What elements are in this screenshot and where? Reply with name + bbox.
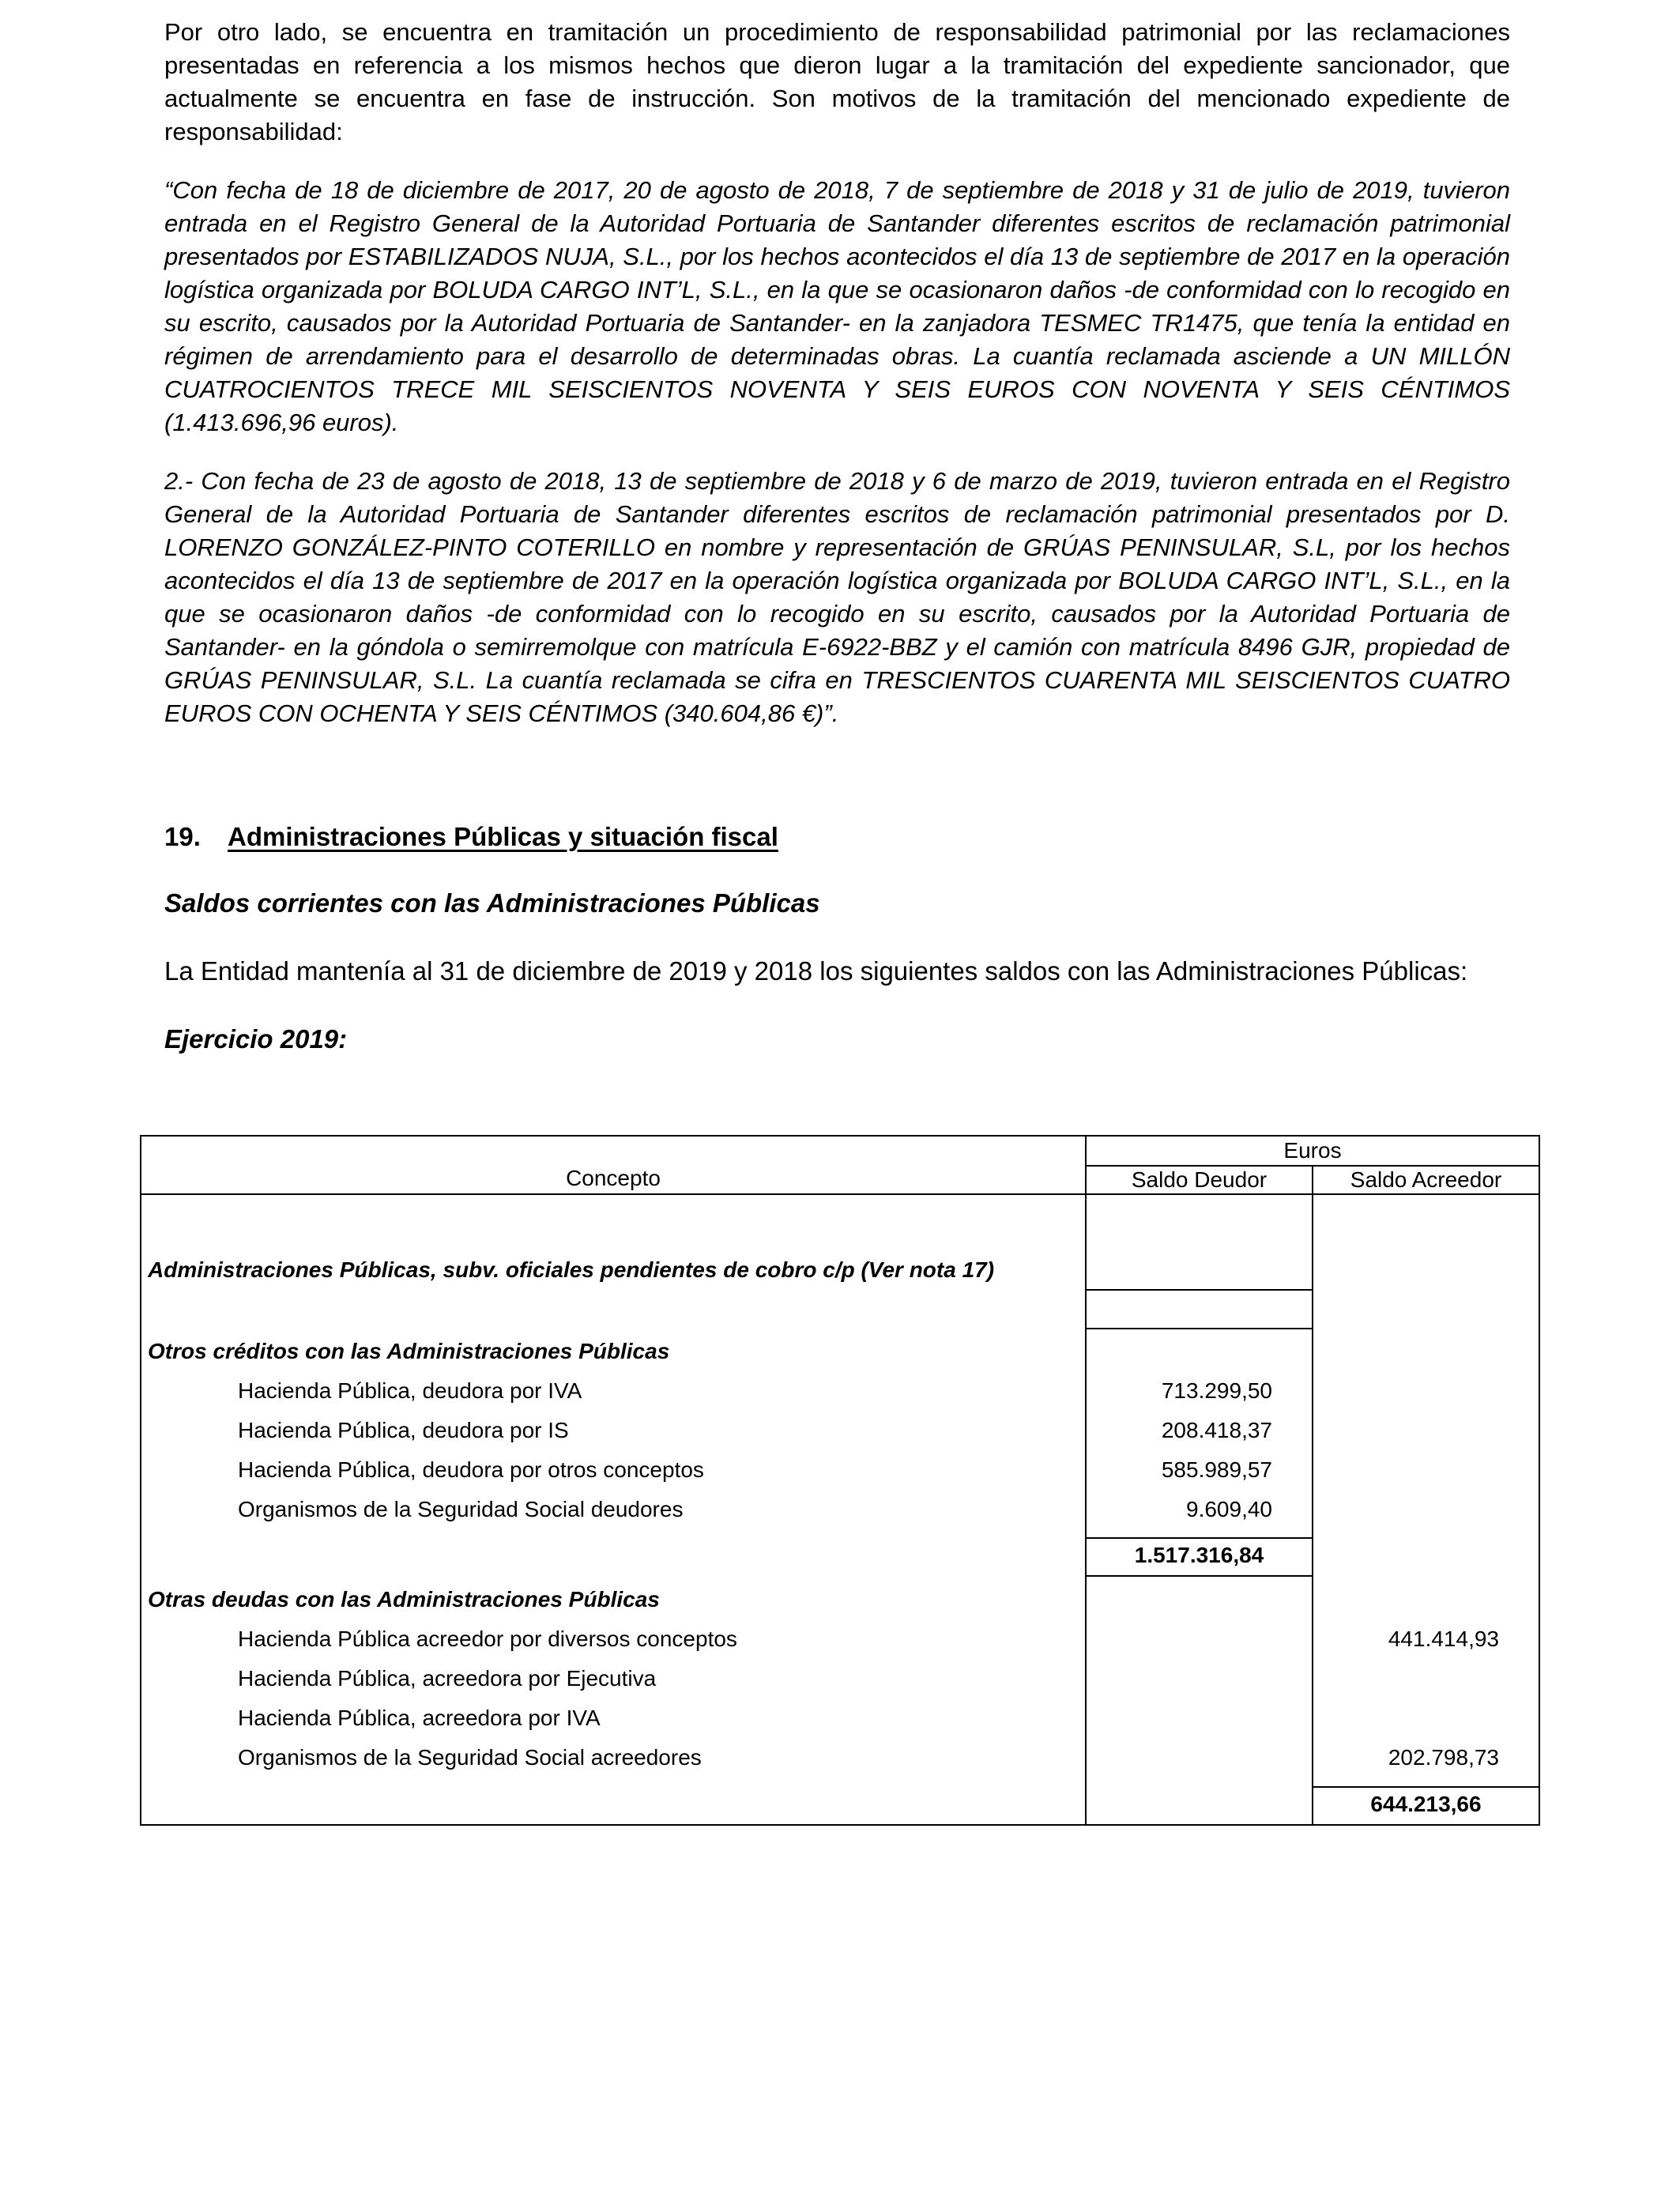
deudas-heading: Otras deudas con las Administraciones Públicas — [148, 1587, 660, 1612]
creditos-heading: Otros créditos con las Administraciones Públicas — [148, 1339, 670, 1363]
table-row-deudor: 9.609,40 — [1186, 1497, 1272, 1521]
table-row-label: Organismos de la Seguridad Social deudores — [238, 1497, 684, 1521]
year-label: Ejercicio 2019: — [164, 1024, 348, 1054]
table-row-label: Hacienda Pública, deudora por IS — [238, 1418, 569, 1442]
table-rule — [1085, 1575, 1313, 1577]
table-row-label: Hacienda Pública, deudora por IVA — [238, 1378, 582, 1403]
paragraph-reclamacion-nuja: “Con fecha de 18 de diciembre de 2017, 20 de agosto de 2018, 7 de septiembre de 2018 y 31 de julio de 2019, tuvieron entrada en el Registro General de la Autoridad Portuaria de Santander diferentes escritos de reclamación patrimonial presentados por ESTABILIZADOS NUJA, S.L., por los hechos acontecidos el día 13 de septiembre de 2017 en la operación logística organizada por BOLUDA CARGO INT’L, S.L., en la que se ocasionaron daños -de conformidad con lo recogido en su escrito, causados por la Autoridad Portuaria de Santander- en la zanjadora TESMEC TR1475, que tenía la entidad en régimen de arrendamiento para el desarrollo de determinadas obras. La cuantía reclamada asciende a UN MILLÓN CUATROCIENTOS TRECE MIL SEISCIENTOS NOVENTA Y SEIS EUROS CON NOVENTA Y SEIS CÉNTIMOS (1.413.696,96 euros). — [164, 176, 1510, 436]
table-rule — [1312, 1165, 1313, 1824]
table-row-label: Organismos de la Seguridad Social acreedores — [238, 1745, 702, 1770]
table-row-label: Hacienda Pública, deudora por otros conceptos — [238, 1457, 704, 1482]
paragraph-responsabilidad: Por otro lado, se encuentra en tramitación un procedimiento de responsabilidad patrimonial por las reclamaciones presentadas en referencia a los mismos hechos que dieron lugar a la tramitación del expediente sancionador, que actualmente se encuentra en fase de instrucción. Son motivos de la tramitación del mencionado expediente de responsabilidad: — [164, 18, 1510, 145]
header-saldo-acreedor: Saldo Acreedor — [1350, 1167, 1502, 1192]
deudas-total: 644.213,66 — [1370, 1792, 1482, 1816]
table-row-label: Hacienda Pública acreedor por diversos conceptos — [238, 1627, 737, 1651]
table-rule — [1312, 1786, 1539, 1788]
table-row-acreedor: 441.414,93 — [1388, 1627, 1499, 1651]
table-rule — [141, 1193, 1539, 1195]
table-row-label: Hacienda Pública, acreedora por IVA — [238, 1706, 601, 1730]
table-rule — [1085, 1328, 1313, 1329]
table-row-deudor: 713.299,50 — [1161, 1378, 1272, 1403]
header-euros: Euros — [1283, 1138, 1342, 1163]
section-title — [164, 820, 778, 854]
intro-text: La Entidad mantenía al 31 de diciembre de 2019 y 2018 los siguientes saldos con las Administraciones Públicas: — [164, 956, 1468, 986]
section-title-label: Administraciones Públicas y situación fiscal — [228, 822, 778, 851]
creditos-total: 1.517.316,84 — [1134, 1543, 1264, 1567]
table-row-acreedor: 202.798,73 — [1388, 1745, 1499, 1770]
row-subvenciones: Administraciones Públicas, subv. oficiales pendientes de cobro c/p (Ver nota 17) — [148, 1257, 995, 1282]
balances-table — [140, 1135, 1540, 1826]
table-row-deudor: 585.989,57 — [1161, 1457, 1272, 1482]
section-number: 19. — [164, 822, 201, 851]
paragraph-reclamacion-gruas: 2.- Con fecha de 23 de agosto de 2018, 13 de septiembre de 2018 y 6 de marzo de 2019, tuvieron entrada en el Registro General de la Autoridad Portuaria de Santander diferentes escritos de reclamación patrimonial presentados por D. LORENZO GONZÁLEZ-PINTO COTERILLO en nombre y representación de GRÚAS PENINSULAR, S.L, por los hechos acontecidos el día 13 de septiembre de 2017 en la operación logística organizada por BOLUDA CARGO INT’L, S.L., en la que se ocasionaron daños -de conformidad con lo recogido en su escrito, causados por la Autoridad Portuaria de Santander- en la góndola o semirremolque con matrícula E-6922-BBZ y el camión con matrícula 8496 GJR, propiedad de GRÚAS PENINSULAR, S.L. La cuantía reclamada se cifra en TRESCIENTOS CUARENTA MIL SEISCIENTOS CUATRO EUROS CON OCHENTA Y SEIS CÉNTIMOS (340.604,86 €)”. — [164, 467, 1510, 727]
table-row-label: Hacienda Pública, acreedora por Ejecutiva — [238, 1666, 657, 1691]
table-rule — [1085, 1537, 1313, 1539]
subheading: Saldos corrientes con las Administraciones Públicas — [164, 888, 820, 918]
header-concepto: Concepto — [566, 1166, 661, 1190]
table-row-deudor: 208.418,37 — [1161, 1418, 1272, 1442]
header-saldo-deudor: Saldo Deudor — [1131, 1167, 1268, 1192]
table-rule — [1085, 1289, 1313, 1291]
